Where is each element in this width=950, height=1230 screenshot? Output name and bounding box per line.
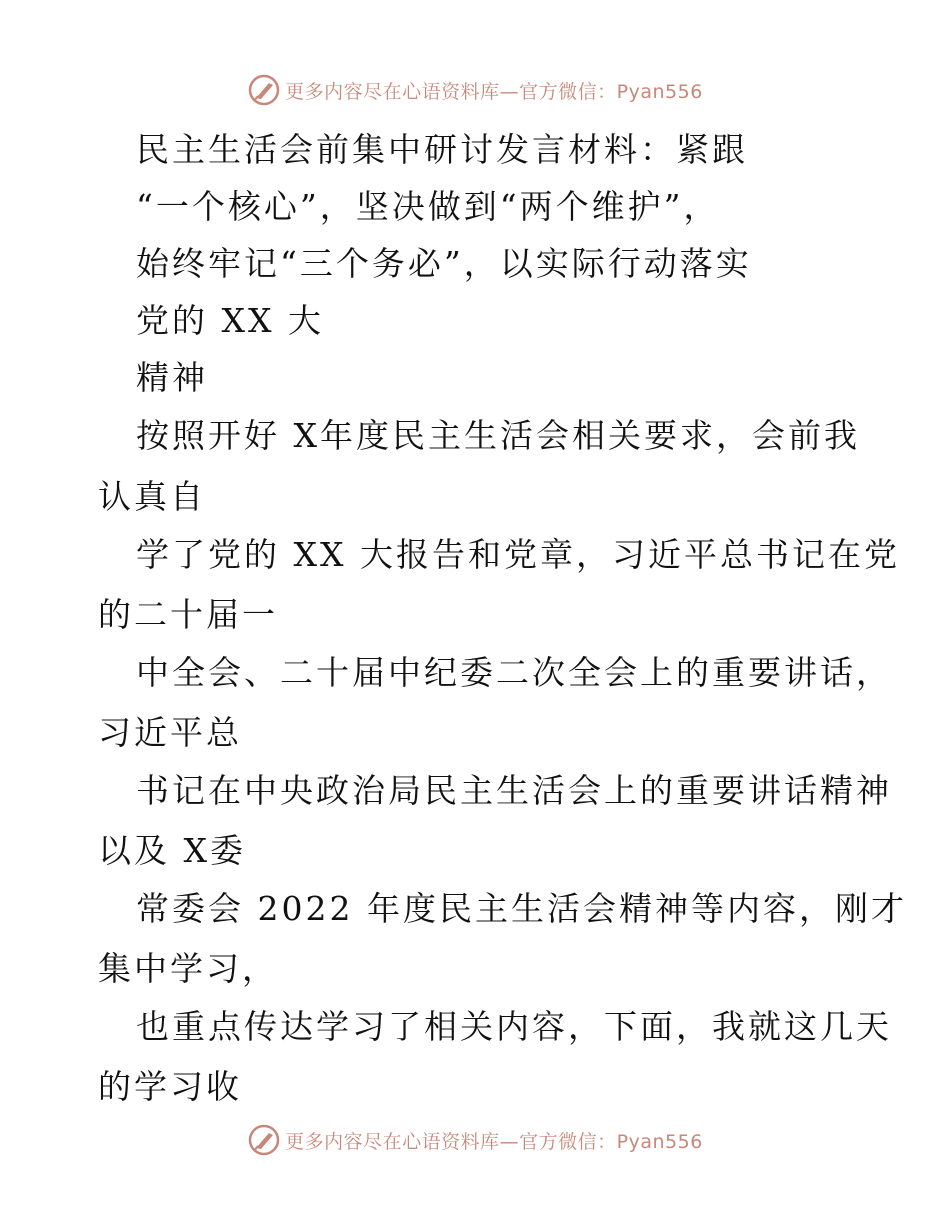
text-line: 常委会 2022 年度民主生活会精神等内容，刚才 — [136, 889, 907, 928]
watermark-text: 更多内容尽在心语资料库—官方微信：Pyan556 — [285, 1130, 703, 1153]
text-line: 的学习收 — [98, 1067, 242, 1106]
text-line: 党的 XX 大 — [136, 301, 324, 340]
text-line: 按照开好 X年度民主生活会相关要求，会前我 — [136, 416, 860, 455]
text-line: 认真自 — [98, 477, 206, 516]
text-line: 书记在中央政治局民主生活会上的重要讲话精神 — [136, 771, 892, 810]
watermark-text: 更多内容尽在心语资料库—官方微信：Pyan556 — [285, 80, 703, 103]
text-line: 精神 — [136, 358, 208, 397]
footer-watermark — [0, 1120, 950, 1160]
header-watermark — [0, 70, 950, 110]
text-line: 民主生活会前集中研讨发言材料：紧跟 — [136, 130, 748, 169]
text-line: 学了党的 XX 大报告和党章，习近平总书记在党 — [136, 535, 900, 574]
text-line: 也重点传达学习了相关内容，下面，我就这几天 — [136, 1007, 892, 1046]
text-line: 始终牢记“三个务必”，以实际行动落实 — [136, 244, 752, 283]
text-line: 集中学习， — [98, 949, 278, 988]
text-line: 以及 X委 — [98, 831, 246, 870]
text-line: “一个核心”，坚决做到“两个维护”， — [136, 187, 720, 226]
quill-pen-logo-icon — [247, 73, 281, 107]
text-line: 中全会、二十届中纪委二次全会上的重要讲话， — [136, 653, 892, 692]
quill-pen-logo-icon — [247, 1123, 281, 1157]
text-line: 的二十届一 — [98, 595, 278, 634]
text-line: 习近平总 — [98, 713, 242, 752]
